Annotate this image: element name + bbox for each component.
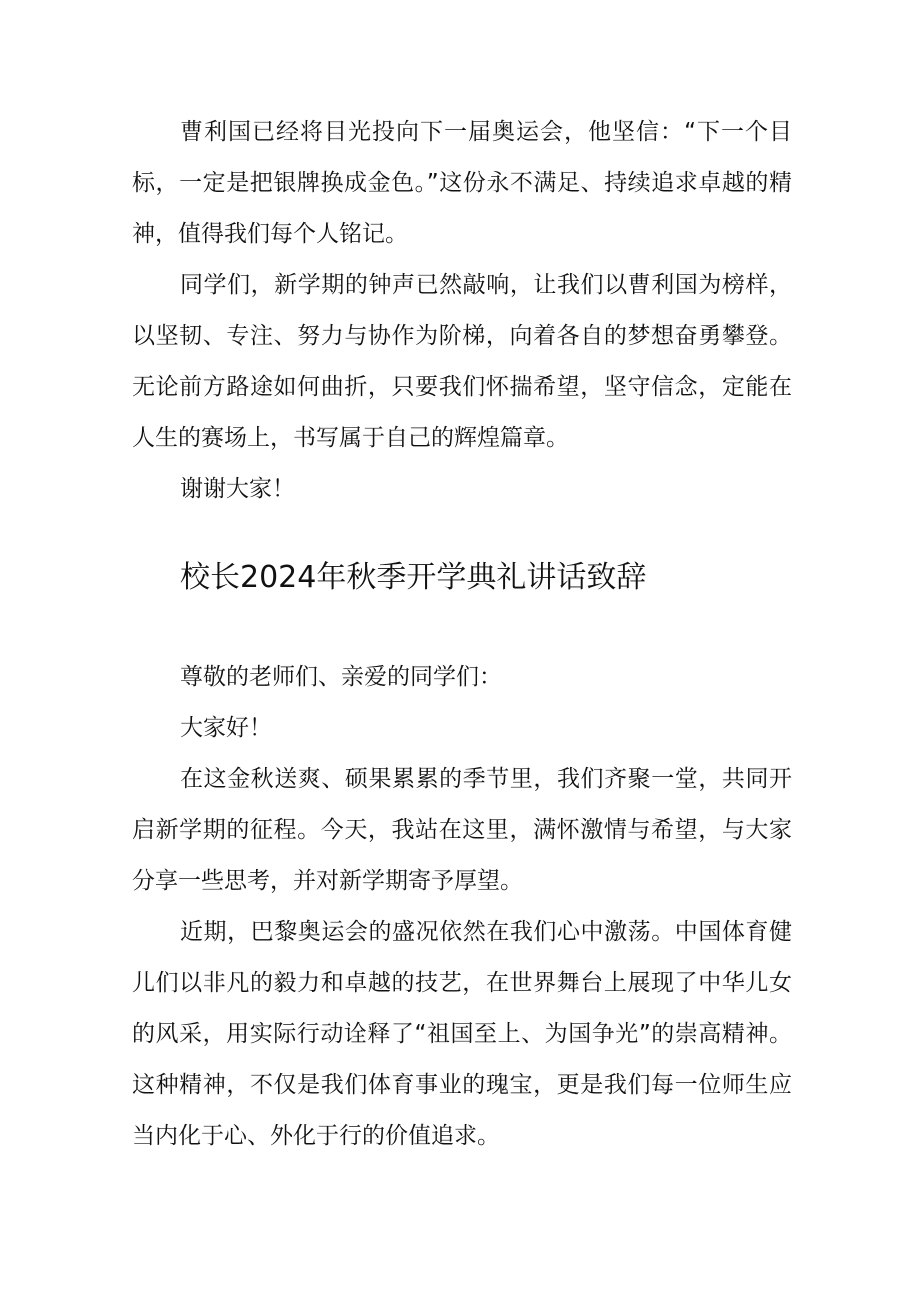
paragraph-autumn-opening: 在这金秋送爽、硕果累累的季节里，我们齐聚一堂，共同开启新学期的征程。今天，我站在这里，满怀激情与希望，与大家分享一些思考，并对新学期寄予厚望。 <box>132 766 792 894</box>
paragraph-new-semester-call: 同学们，新学期的钟声已然敲响，让我们以曹利国为榜样，以坚韧、专注、努力与协作为阶梯，向着各自的梦想奋勇攀登。无论前方路途如何曲折，只要我们怀揣希望，坚守信念，定能在人生的赛场上，书写属于自己的辉煌篇章。 <box>132 272 792 451</box>
salutation: 尊敬的老师们、亲爱的同学们： <box>180 664 502 690</box>
paragraph-thanks: 谢谢大家！ <box>180 476 295 502</box>
paragraph-silver-to-gold: 曹利国已经将目光投向下一届奥运会，他坚信：“下一个目标，一定是把银牌换成金色。”这份永不满足、持续追求卓越的精神，值得我们每个人铭记。 <box>132 119 792 247</box>
speech-title: 校长2024年秋季开学典礼讲话致辞 <box>180 560 647 595</box>
paragraph-paris-olympics: 近期，巴黎奥运会的盛况依然在我们心中激荡。中国体育健儿们以非凡的毅力和卓越的技艺，在世界舞台上展现了中华儿女的风采，用实际行动诠释了“祖国至上、为国争光”的崇高精神。这种精神，不仅是我们体育事业的瑰宝，更是我们每一位师生应当内化于心、外化于行的价值追求。 <box>132 919 792 1149</box>
previous-speech-ending <box>132 107 792 515</box>
speech-body <box>132 652 792 1162</box>
greeting: 大家好！ <box>180 715 272 741</box>
